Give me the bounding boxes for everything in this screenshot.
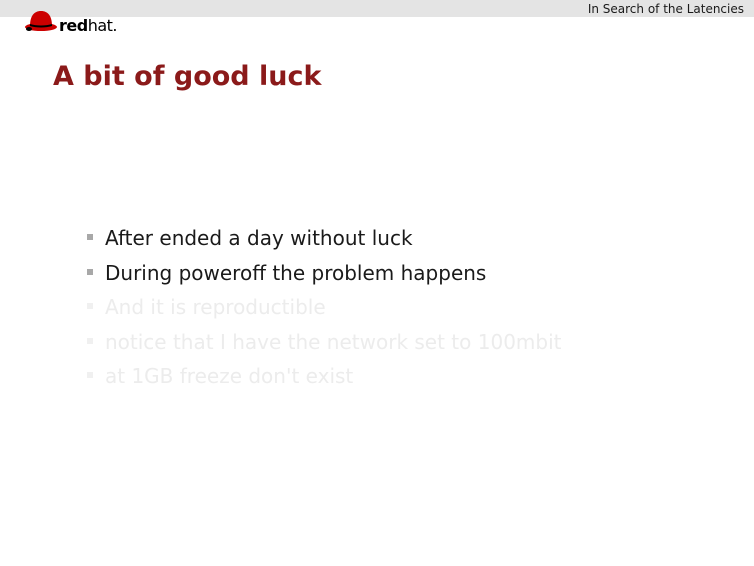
- bullet-text: notice that I have the network set to 100mbit: [105, 329, 562, 354]
- red-hat-icon: [24, 9, 58, 33]
- presentation-title: In Search of the Latencies: [587, 2, 744, 16]
- bullet-text: at 1GB freeze don't exist: [105, 364, 354, 388]
- logo-text-bold: red: [59, 16, 88, 35]
- bullet-marker: [87, 269, 93, 275]
- bullet-marker: [87, 303, 93, 309]
- redhat-logo: [24, 9, 124, 37]
- bullet-item-faded: [85, 293, 562, 328]
- bullet-text: During poweroff the problem happens: [105, 260, 487, 285]
- bullet-marker: [87, 338, 93, 344]
- bullet-item-faded: [85, 328, 562, 363]
- bullet-marker: [87, 234, 93, 240]
- bullet-marker: [87, 372, 93, 378]
- bullet-item: [85, 259, 562, 294]
- bullet-item: [85, 224, 562, 259]
- logo-text: [59, 17, 117, 35]
- slide-title: A bit of good luck: [53, 61, 322, 92]
- bullet-item-faded: [85, 362, 562, 397]
- bullet-list: [85, 224, 562, 397]
- logo-text-light: hat.: [87, 16, 118, 35]
- bullet-text: And it is reproductible: [105, 295, 326, 319]
- bullet-text: After ended a day without luck: [105, 226, 413, 250]
